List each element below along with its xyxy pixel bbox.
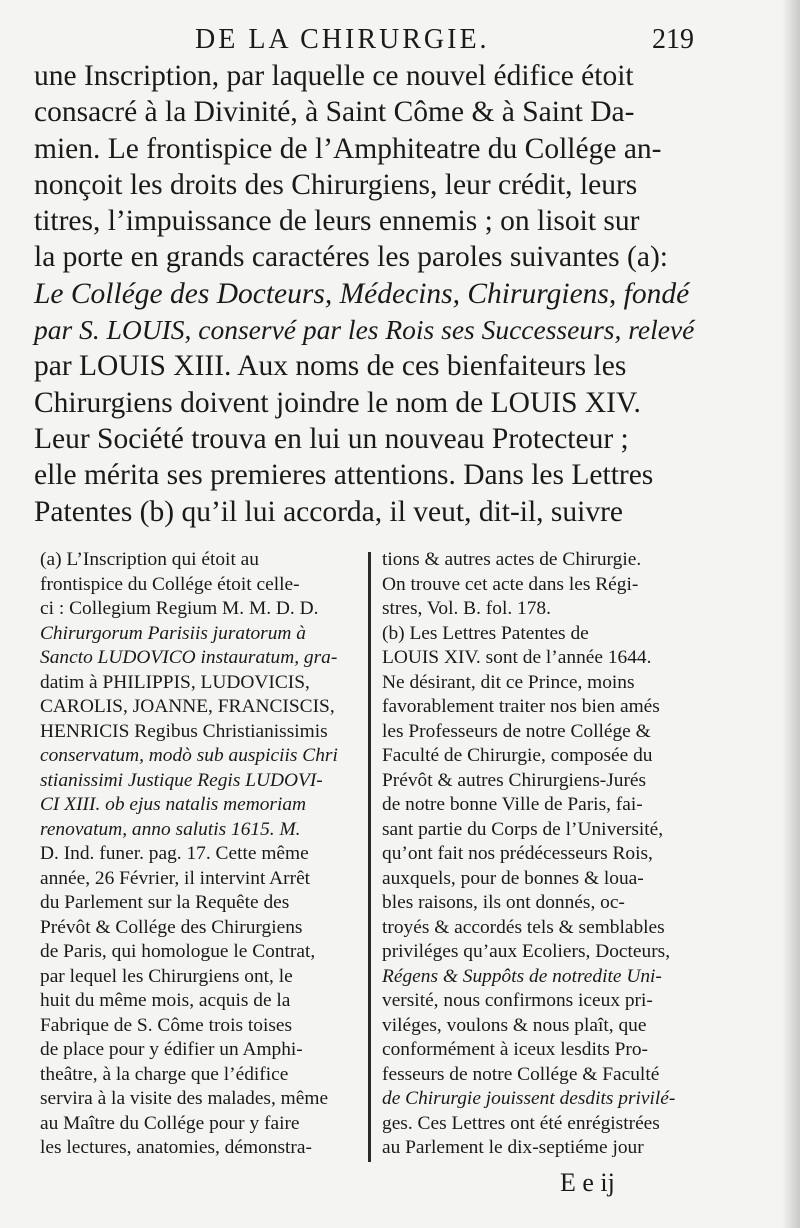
main-text-line: Chirurgiens doivent joindre le nom de LOUIS XIV.: [34, 386, 641, 419]
footnote-line: Prévôt & autres Chirurgiens-Jurés: [382, 769, 647, 791]
footnote-line: D. Ind. funer. pag. 17. Cette même: [40, 843, 309, 864]
page-edge-shadow: [782, 0, 800, 1228]
footnote-line: On trouve cet acte dans les Régi-: [382, 573, 639, 595]
main-text-line: elle mérita ses premieres attentions. Dans les Lettres: [34, 459, 654, 492]
footnote-line: servira à la visite des malades, même: [40, 1088, 329, 1109]
footnote-line: de Paris, qui homologue le Contrat,: [40, 941, 316, 962]
footnote-line: viléges, voulons & nous plaît, que: [382, 1014, 647, 1036]
footnote-line: les Professeurs de notre Collége &: [382, 720, 651, 742]
footnote-line: de place pour y édifier un Amphi-: [40, 1039, 303, 1060]
footnote-line: fesseurs de notre Collége & Faculté: [382, 1063, 660, 1085]
main-text-line: une Inscription, par laquelle ce nouvel édifice étoit: [34, 60, 634, 92]
footnote-line: conservatum, modò sub auspiciis Chri: [40, 745, 338, 766]
footnote-line: renovatum, anno salutis 1615. M.: [40, 818, 301, 840]
footnote-line: de Chirurgie jouissent desdits privilé-: [382, 1088, 676, 1109]
footnote-line: CAROLIS, JOANNE, FRANCISCIS,: [40, 696, 335, 717]
footnote-line: huit du même mois, acquis de la: [40, 990, 291, 1011]
footnote-line: par lequel les Chirurgiens ont, le: [40, 965, 293, 987]
footnote-line: les lectures, anatomies, démonstra-: [40, 1137, 312, 1158]
footnote-line: datim à PHILIPPIS, LUDOVICIS,: [40, 671, 310, 693]
footnote-line: au Maître du Collége pour y faire: [40, 1112, 300, 1134]
main-text-line: titres, l’impuissance de leurs ennemis ; on lisoit sur: [34, 205, 640, 238]
footnote-line: ges. Ces Lettres ont été enrégistrées: [382, 1112, 660, 1134]
main-text-line: Le Collége des Docteurs, Médecins, Chirurgiens, fondé: [34, 277, 690, 310]
main-text-line: Leur Société trouva en lui un nouveau Protecteur ;: [34, 422, 629, 455]
footnote-column-right: [382, 548, 712, 1161]
footnote-line: versité, nous confirmons iceux pri-: [382, 990, 653, 1011]
footnote-line: du Parlement sur la Requête des: [40, 892, 290, 913]
footnote-line: (a) L’Inscription qui étoit au: [40, 549, 259, 570]
footnote-line: Prévôt & Collége des Chirurgiens: [40, 916, 303, 938]
footnote-line: frontispice du Collége étoit celle-: [40, 573, 300, 595]
footnote-line: CI XIII. ob ejus natalis memoriam: [40, 794, 307, 815]
footnote-column-left: [40, 548, 360, 1161]
footnote-line: auxquels, pour de bonnes & loua-: [382, 867, 644, 889]
main-text-block: [34, 58, 706, 530]
main-text-line: par LOUIS XIII. Aux noms de ces bienfaiteurs les: [34, 350, 627, 383]
column-divider: [368, 552, 371, 1162]
footnote-line: stres, Vol. B. fol. 178.: [382, 598, 551, 619]
footnote-line: sant partie du Corps de l’Université,: [382, 818, 664, 840]
footnote-line: bles raisons, ils ont donnés, oc-: [382, 892, 625, 913]
footnote-line: favorablement traiter nos bien amés: [382, 696, 660, 717]
running-head: DE LA CHIRURGIE.: [195, 24, 490, 55]
footnote-line: tions & autres actes de Chirurgie.: [382, 549, 642, 570]
footnote-line: Ne désirant, dit ce Prince, moins: [382, 671, 635, 693]
main-text-line: consacré à la Divinité, à Saint Côme & à Saint Da-: [34, 96, 635, 129]
footnote-line: Faculté de Chirurgie, composée du: [382, 745, 653, 766]
footnote-line: Fabrique de S. Côme trois toises: [40, 1014, 293, 1036]
footnote-line: conformément à iceux lesdits Pro-: [382, 1039, 649, 1060]
footnote-line: stianissimi Justique Regis LUDOVI-: [40, 769, 323, 791]
page-number: 219: [652, 24, 694, 55]
footnote-line: troyés & accordés tels & semblables: [382, 916, 665, 938]
main-text-line: mien. Le frontispice de l’Amphiteatre du Collége an-: [34, 132, 662, 165]
signature-mark: E e ij: [560, 1168, 615, 1197]
footnote-line: Chirurgorum Parisiis juratorum à: [40, 622, 306, 644]
main-text-line: la porte en grands caractéres les paroles suivantes (a):: [34, 241, 668, 274]
main-text-line: par S. LOUIS, conservé par les Rois ses Successeurs, relevé: [34, 314, 695, 346]
footnote-line: au Parlement le dix-septiéme jour: [382, 1137, 644, 1158]
footnote-line: theâtre, à la charge que l’édifice: [40, 1063, 289, 1085]
footnote-line: Régens & Suppôts de notredite Uni-: [382, 965, 662, 987]
footnote-line: Sancto LUDOVICO instauratum, gra-: [40, 647, 338, 668]
footnote-line: LOUIS XIV. sont de l’année 1644.: [382, 647, 652, 668]
footnote-line: priviléges qu’aux Ecoliers, Docteurs,: [382, 941, 671, 962]
footnote-line: ci : Collegium Regium M. M. D. D.: [40, 598, 319, 619]
footnote-line: de notre bonne Ville de Paris, fai-: [382, 794, 643, 815]
main-text-line: nonçoit les droits des Chirurgiens, leur crédit, leurs: [34, 168, 638, 201]
main-text-line: Patentes (b) qu’il lui accorda, il veut, dit-il, suivre: [34, 495, 624, 528]
footnote-line: HENRICIS Regibus Christianissimis: [40, 720, 328, 742]
footnote-line: (b) Les Lettres Patentes de: [382, 622, 589, 644]
footnote-line: année, 26 Février, il intervint Arrêt: [40, 867, 311, 889]
footnote-line: qu’ont fait nos prédécesseurs Rois,: [382, 843, 653, 864]
